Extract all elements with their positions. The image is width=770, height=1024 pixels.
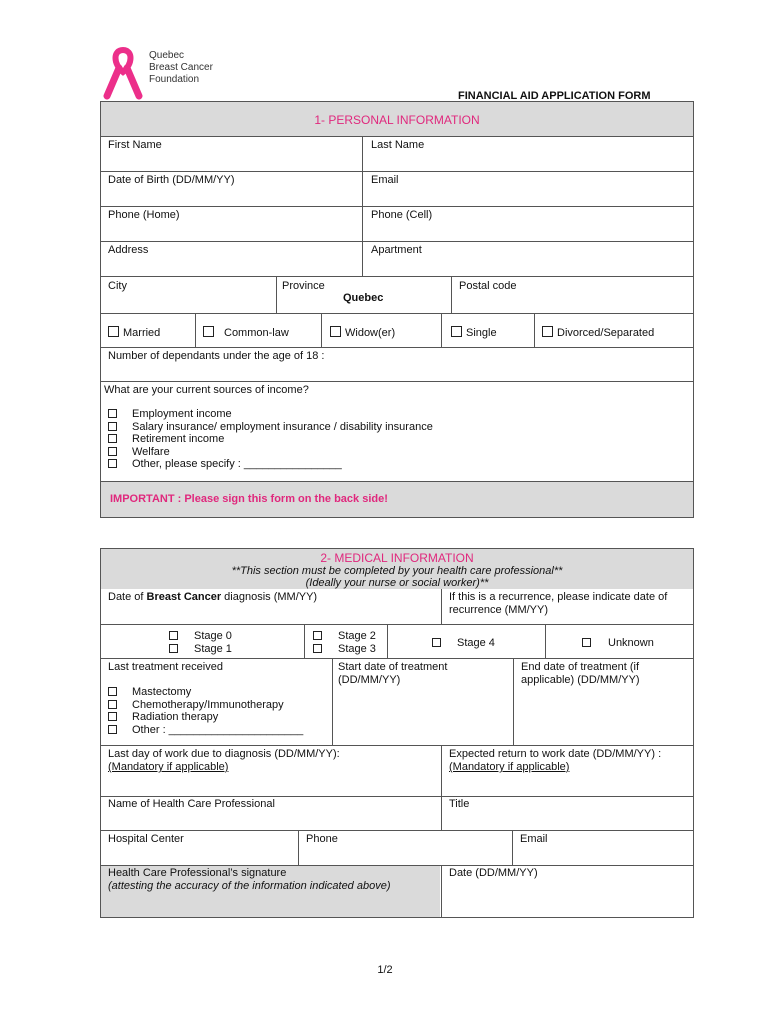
checkbox-icon[interactable] xyxy=(108,434,117,443)
married-checkbox[interactable]: Married xyxy=(108,326,160,339)
postal-code-field[interactable]: Postal code xyxy=(459,280,517,292)
page-number: 1/2 xyxy=(377,964,393,976)
checkbox-icon[interactable] xyxy=(108,422,117,431)
last-work-day-field[interactable]: Last day of work due to diagnosis (DD/MM/YY): (Mandatory if applicable) xyxy=(108,748,340,773)
income-option-employment[interactable]: Employment income xyxy=(108,408,433,421)
checkbox-icon[interactable] xyxy=(169,644,178,653)
treatment-end-field[interactable]: End date of treatment (if applicable) (DD/MM/YY) xyxy=(521,661,640,686)
checkbox-icon[interactable] xyxy=(108,409,117,418)
stage-4-checkbox[interactable]: Stage 4 xyxy=(432,637,495,649)
income-options-list xyxy=(108,408,433,471)
treatment-option-radiation[interactable]: Radiation therapy xyxy=(108,711,303,724)
income-option-welfare[interactable]: Welfare xyxy=(108,446,433,459)
section2-note2: (Ideally your nurse or social worker)** xyxy=(305,577,489,589)
income-option-other[interactable]: Other, please specify : ________________ xyxy=(108,458,433,471)
checkbox-icon[interactable] xyxy=(582,638,591,647)
apartment-field[interactable]: Apartment xyxy=(371,244,422,256)
unknown-checkbox[interactable]: Unknown xyxy=(582,637,654,649)
stage-3-checkbox[interactable]: Stage 3 xyxy=(313,643,376,656)
checkbox-icon[interactable] xyxy=(432,638,441,647)
return-to-work-field[interactable]: Expected return to work date (DD/MM/YY) : (Mandatory if applicable) xyxy=(449,748,662,773)
checkbox-icon[interactable] xyxy=(313,631,322,640)
hospital-field[interactable]: Hospital Center xyxy=(108,833,184,845)
section2-note1: **This section must be completed by your health care professional** xyxy=(231,565,563,577)
checkbox-icon[interactable] xyxy=(313,644,322,653)
treatment-options-list xyxy=(108,686,303,736)
stage-0-1-group xyxy=(169,630,232,656)
checkbox-icon[interactable] xyxy=(108,687,117,696)
checkbox-icon[interactable] xyxy=(108,725,117,734)
income-option-retirement[interactable]: Retirement income xyxy=(108,433,433,446)
recurrence-date-field[interactable]: If this is a recurrence, please indicate date of recurrence (MM/YY) xyxy=(449,591,668,616)
hcp-phone-field[interactable]: Phone xyxy=(306,833,338,845)
treatment-option-other[interactable]: Other : ______________________ xyxy=(108,724,303,737)
hcp-signature-field[interactable]: Health Care Professional’s signature (attesting the accuracy of the information indicated above) xyxy=(108,867,391,892)
stage-1-checkbox[interactable]: Stage 1 xyxy=(169,643,232,656)
important-notice: IMPORTANT : Please sign this form on the back side! xyxy=(110,493,388,505)
checkbox-icon[interactable] xyxy=(108,459,117,468)
checkbox-icon[interactable] xyxy=(203,326,214,337)
common-law-checkbox[interactable]: Common-law xyxy=(203,326,289,339)
diagnosis-date-field[interactable]: Date of Breast Cancer diagnosis (MM/YY) xyxy=(108,591,318,603)
section1-title: 1- PERSONAL INFORMATION xyxy=(314,113,480,127)
hcp-title-field[interactable]: Title xyxy=(449,798,470,810)
logo-text: Quebec Breast Cancer Foundation xyxy=(149,50,213,85)
single-checkbox[interactable]: Single xyxy=(451,326,497,339)
province-label: Province xyxy=(282,280,325,292)
province-value: Quebec xyxy=(343,292,384,304)
treatment-start-field[interactable]: Start date of treatment (DD/MM/YY) xyxy=(338,661,448,686)
address-field[interactable]: Address xyxy=(108,244,149,256)
pink-ribbon-logo-icon xyxy=(101,46,145,100)
checkbox-icon[interactable] xyxy=(451,326,462,337)
signature-date-field[interactable]: Date (DD/MM/YY) xyxy=(449,867,538,879)
stage-0-checkbox[interactable]: Stage 0 xyxy=(169,630,232,643)
stage-2-3-group xyxy=(313,630,376,656)
treatment-option-mastectomy[interactable]: Mastectomy xyxy=(108,686,303,699)
dependants-field[interactable]: Number of dependants under the age of 18 : xyxy=(108,350,325,362)
checkbox-icon[interactable] xyxy=(108,447,117,456)
checkbox-icon[interactable] xyxy=(330,326,341,337)
checkbox-icon[interactable] xyxy=(108,700,117,709)
income-option-insurance[interactable]: Salary insurance/ employment insurance / disability insurance xyxy=(108,421,433,434)
stage-2-checkbox[interactable]: Stage 2 xyxy=(313,630,376,643)
phone-cell-field[interactable]: Phone (Cell) xyxy=(371,209,433,221)
divorced-checkbox[interactable]: Divorced/Separated xyxy=(542,326,654,339)
income-question: What are your current sources of income? xyxy=(104,384,309,396)
hcp-email-field[interactable]: Email xyxy=(520,833,548,845)
checkbox-icon[interactable] xyxy=(542,326,553,337)
hcp-name-field[interactable]: Name of Health Care Professional xyxy=(108,798,275,810)
first-name-field[interactable]: First Name xyxy=(108,139,162,151)
section2-title: 2- MEDICAL INFORMATION xyxy=(320,551,474,565)
dob-field[interactable]: Date of Birth (DD/MM/YY) xyxy=(108,174,235,186)
last-treatment-label: Last treatment received xyxy=(108,661,223,673)
last-name-field[interactable]: Last Name xyxy=(371,139,425,151)
phone-home-field[interactable]: Phone (Home) xyxy=(108,209,180,221)
widower-checkbox[interactable]: Widow(er) xyxy=(330,326,395,339)
form-title: FINANCIAL AID APPLICATION FORM xyxy=(458,90,651,102)
treatment-option-chemo[interactable]: Chemotherapy/Immunotherapy xyxy=(108,699,303,712)
city-field[interactable]: City xyxy=(108,280,127,292)
email-field[interactable]: Email xyxy=(371,174,399,186)
checkbox-icon[interactable] xyxy=(169,631,178,640)
checkbox-icon[interactable] xyxy=(108,712,117,721)
checkbox-icon[interactable] xyxy=(108,326,119,337)
